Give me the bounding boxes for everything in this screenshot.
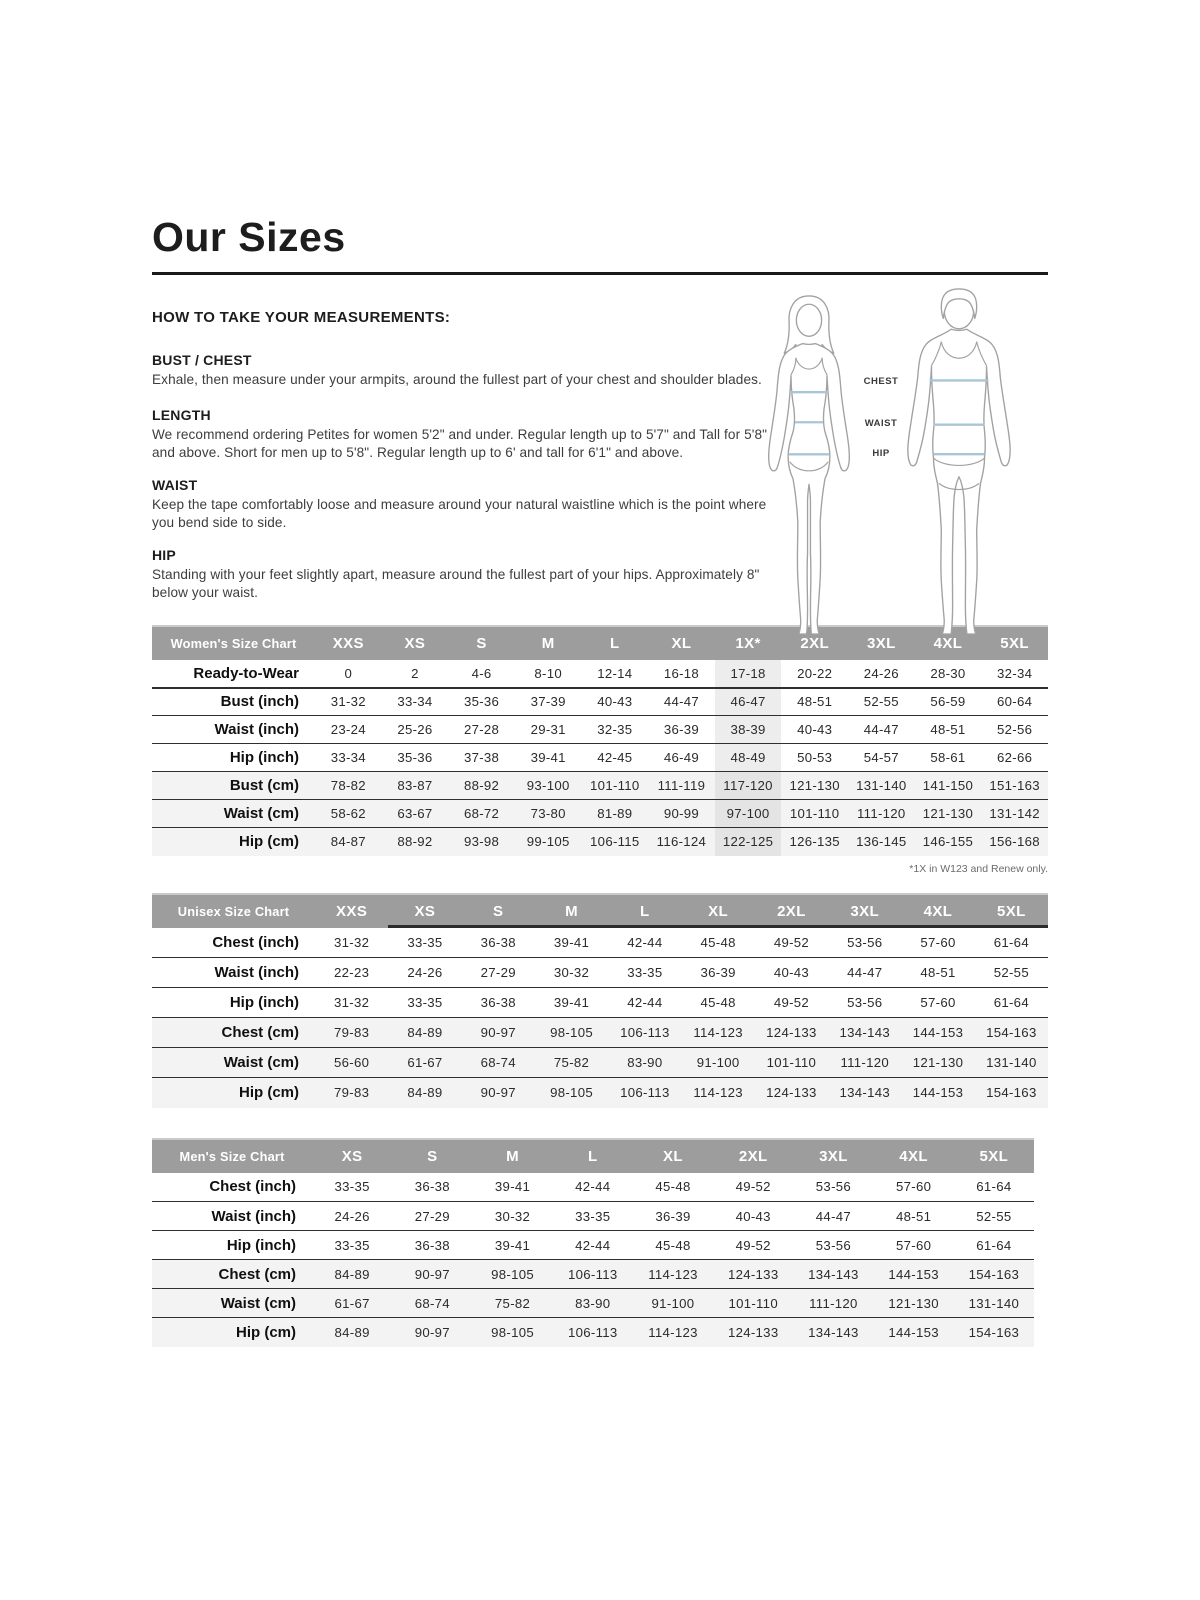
size-cell: 33-34 (397, 694, 433, 710)
section-body: We recommend ordering Petites for women 5'2" and under. Regular length up to 5'7" and Tall for 5'8" and above. Short for men up to 5'8". Regular length up to 6' and tall for 6'1" and above. (152, 427, 768, 461)
size-column-header: XS (312, 1139, 392, 1173)
table-title: Women's Size Chart (152, 626, 315, 660)
row-label: Hip (inch) (229, 749, 299, 767)
size-column-header: L (582, 626, 649, 660)
size-cell: 35-36 (463, 694, 500, 710)
size-cell: 50-53 (797, 750, 833, 766)
size-cell: 49-52 (773, 934, 810, 950)
size-cell: 90-97 (480, 1025, 516, 1041)
row-label: Bust (cm) (229, 777, 299, 795)
size-cell: 42-45 (597, 750, 633, 766)
size-cell: 27-29 (480, 965, 516, 981)
size-cell: 39-41 (553, 934, 590, 950)
section-heading: WAIST (152, 477, 198, 494)
size-cell: 52-55 (863, 694, 899, 710)
size-cell: 36-38 (480, 995, 516, 1011)
size-cell: 44-47 (663, 694, 700, 710)
size-cell: 131-140 (856, 778, 907, 794)
size-cell: 31-32 (334, 995, 370, 1011)
table-row (152, 688, 1048, 716)
size-cell: 57-60 (896, 1237, 932, 1253)
size-cell: 134-143 (839, 1025, 890, 1041)
size-cell: 33-35 (627, 965, 663, 981)
size-cell: 42-44 (575, 1237, 611, 1253)
size-cell: 144-153 (912, 1085, 964, 1101)
table-row (152, 1173, 1034, 1202)
size-cell: 46-47 (715, 688, 782, 716)
table-title: Men's Size Chart (152, 1139, 312, 1173)
section-body: Exhale, then measure under your armpits, around the fullest part of your chest and shoulder blades. (152, 372, 762, 387)
size-cell: 111-120 (857, 806, 906, 822)
table-row (152, 772, 1048, 800)
size-cell: 27-28 (463, 722, 500, 738)
size-cell: 124-133 (766, 1085, 817, 1101)
size-cell: 33-34 (330, 750, 366, 766)
size-cell: 134-143 (839, 1085, 890, 1101)
section-heading: HIP (152, 547, 176, 564)
size-cell: 75-82 (494, 1295, 531, 1311)
table-row (152, 1048, 1048, 1078)
size-cell: 39-41 (553, 995, 590, 1011)
womens-size-table (152, 625, 1048, 856)
chest-label: CHEST (863, 376, 899, 387)
waist-label: WAIST (864, 418, 898, 429)
size-cell: 114-123 (648, 1324, 698, 1340)
size-cell: 88-92 (397, 834, 433, 850)
row-label: Hip (inch) (226, 1236, 296, 1254)
size-cell: 25-26 (397, 722, 433, 738)
size-column-header: M (515, 626, 582, 660)
row-label: Chest (inch) (209, 1178, 296, 1196)
section-heading: LENGTH (152, 407, 211, 424)
table-title: Unisex Size Chart (152, 894, 315, 928)
size-cell: 30-32 (553, 965, 590, 981)
row-label: Hip (inch) (229, 994, 299, 1012)
table-row (152, 1078, 1048, 1108)
size-cell: 124-133 (766, 1025, 817, 1041)
size-cell: 45-48 (700, 995, 736, 1011)
size-column-header: 3XL (793, 1139, 873, 1173)
size-cell: 81-89 (597, 806, 633, 822)
size-column-header: S (392, 1139, 472, 1173)
size-cell: 57-60 (920, 934, 956, 950)
male-figure-illustration (900, 282, 1018, 642)
table-row (152, 1289, 1034, 1318)
body-shape (908, 329, 1010, 634)
size-cell: 68-74 (480, 1055, 516, 1071)
size-cell: 84-89 (334, 1324, 370, 1340)
size-cell: 16-18 (663, 665, 700, 681)
size-cell: 78-82 (330, 778, 366, 794)
size-column-header: XL (648, 626, 715, 660)
size-cell: 111-120 (809, 1295, 858, 1311)
table-row (152, 716, 1048, 744)
size-cell: 39-41 (530, 750, 566, 766)
size-cell: 106-113 (620, 1085, 670, 1101)
size-cell: 106-115 (590, 834, 640, 850)
size-cell: 101-110 (789, 806, 840, 822)
size-cell: 88-92 (463, 778, 500, 794)
size-cell: 44-47 (847, 965, 883, 981)
size-cell: 90-97 (414, 1324, 450, 1340)
row-label: Chest (inch) (212, 933, 299, 951)
size-cell: 126-135 (789, 834, 840, 850)
size-cell: 61-67 (334, 1295, 370, 1311)
size-cell: 154-163 (986, 1025, 1037, 1041)
size-cell: 98-105 (550, 1085, 593, 1101)
size-column-header: L (553, 1139, 633, 1173)
size-column-header: XXS (315, 626, 382, 660)
size-column-header: S (448, 626, 515, 660)
size-cell: 32-35 (597, 722, 633, 738)
size-cell: 93-98 (463, 834, 500, 850)
size-cell: 106-113 (568, 1266, 618, 1282)
row-label: Chest (cm) (218, 1265, 296, 1283)
size-cell: 83-90 (627, 1055, 663, 1071)
size-cell: 33-35 (334, 1237, 370, 1253)
size-cell: 131-140 (986, 1055, 1037, 1071)
size-cell: 40-43 (597, 694, 633, 710)
size-column-header: XL (681, 894, 754, 928)
size-cell: 45-48 (655, 1179, 691, 1195)
size-cell: 99-105 (526, 834, 570, 850)
size-cell: 60-64 (997, 694, 1033, 710)
size-cell: 122-125 (715, 828, 782, 856)
row-label: Bust (inch) (220, 693, 299, 711)
size-cell: 61-64 (993, 934, 1029, 950)
size-cell: 33-35 (407, 934, 443, 950)
row-label: Waist (inch) (214, 721, 299, 739)
size-cell: 114-123 (648, 1266, 698, 1282)
size-cell: 4-6 (471, 665, 492, 681)
size-cell: 91-100 (696, 1055, 740, 1071)
table-row (152, 988, 1048, 1018)
size-cell: 141-150 (922, 778, 974, 794)
size-cell: 36-38 (414, 1237, 450, 1253)
table-row (152, 744, 1048, 772)
size-cell: 33-35 (334, 1179, 370, 1195)
size-cell: 68-74 (414, 1295, 450, 1311)
row-label: Waist (cm) (223, 805, 299, 823)
size-cell: 146-155 (922, 834, 974, 850)
size-cell: 98-105 (550, 1025, 593, 1041)
size-column-header: L (608, 894, 681, 928)
row-label: Waist (cm) (223, 1054, 299, 1072)
size-cell: 45-48 (700, 934, 736, 950)
size-cell: 12-14 (597, 665, 633, 681)
size-cell: 79-83 (334, 1025, 370, 1041)
size-cell: 154-163 (986, 1085, 1037, 1101)
size-cell: 53-56 (847, 995, 883, 1011)
size-cell: 24-26 (407, 965, 443, 981)
size-column-header: 5XL (981, 626, 1048, 660)
size-cell: 93-100 (526, 778, 570, 794)
size-cell: 98-105 (491, 1324, 534, 1340)
size-cell: 53-56 (847, 934, 883, 950)
size-cell: 97-100 (715, 800, 782, 828)
page-title: Our Sizes (152, 214, 346, 260)
size-cell: 90-99 (663, 806, 700, 822)
size-cell: 44-47 (815, 1208, 852, 1224)
size-cell: 121-130 (922, 806, 974, 822)
size-column-header: M (472, 1139, 552, 1173)
size-cell: 84-89 (334, 1266, 370, 1282)
size-cell: 44-47 (863, 722, 899, 738)
size-cell: 73-80 (530, 806, 566, 822)
size-column-header: 4XL (915, 626, 982, 660)
size-cell: 40-43 (735, 1208, 771, 1224)
size-cell: 101-110 (766, 1055, 817, 1071)
size-cell: 53-56 (815, 1179, 852, 1195)
size-column-header: XS (382, 626, 449, 660)
size-cell: 17-18 (715, 660, 782, 688)
size-cell: 23-24 (330, 722, 366, 738)
size-cell: 79-83 (334, 1085, 370, 1101)
size-cell: 28-30 (930, 665, 966, 681)
size-cell: 8-10 (534, 665, 562, 681)
size-cell: 56-59 (930, 694, 966, 710)
size-column-header: 3XL (848, 626, 915, 660)
size-cell: 56-60 (334, 1055, 370, 1071)
size-cell: 57-60 (920, 995, 956, 1011)
size-cell: 27-29 (414, 1208, 450, 1224)
size-cell: 52-55 (993, 965, 1029, 981)
size-cell: 48-51 (920, 965, 956, 981)
size-cell: 111-119 (657, 778, 706, 794)
table-header-row (152, 1139, 1034, 1173)
size-cell: 33-35 (575, 1208, 611, 1224)
size-cell: 49-52 (773, 995, 810, 1011)
size-cell: 83-87 (397, 778, 433, 794)
size-cell: 49-52 (735, 1237, 771, 1253)
size-cell: 37-38 (463, 750, 500, 766)
size-cell: 31-32 (334, 934, 370, 950)
row-label: Hip (cm) (236, 1323, 296, 1341)
size-cell: 121-130 (912, 1055, 964, 1071)
size-cell: 114-123 (693, 1085, 743, 1101)
waist-section (152, 477, 770, 532)
size-cell: 154-163 (968, 1266, 1020, 1282)
size-cell: 61-67 (407, 1055, 443, 1071)
size-column-header: S (462, 894, 535, 928)
size-cell: 68-72 (463, 806, 500, 822)
size-cell: 121-130 (888, 1295, 939, 1311)
size-cell: 101-110 (590, 778, 640, 794)
section-body: Standing with your feet slightly apart, measure around the fullest part of your hips. Approximately 8" below your waist. (152, 567, 760, 601)
size-cell: 0 (344, 665, 353, 681)
size-column-header: XXS (315, 894, 388, 928)
size-cell: 144-153 (888, 1266, 939, 1282)
row-label: Hip (cm) (239, 1084, 299, 1102)
size-cell: 42-44 (575, 1179, 611, 1195)
size-column-header: 2XL (713, 1139, 793, 1173)
size-cell: 36-38 (480, 934, 516, 950)
size-cell: 52-56 (997, 722, 1033, 738)
size-cell: 36-39 (663, 722, 700, 738)
table-footnote: *1X in W123 and Renew only. (909, 862, 1048, 875)
hip-label: HIP (872, 448, 890, 459)
length-section (152, 407, 770, 462)
size-cell: 154-163 (968, 1324, 1020, 1340)
size-cell: 84-89 (407, 1085, 443, 1101)
size-cell: 106-113 (568, 1324, 618, 1340)
size-cell: 114-123 (693, 1025, 743, 1041)
size-cell: 52-55 (976, 1208, 1012, 1224)
size-cell: 134-143 (808, 1266, 859, 1282)
size-cell: 30-32 (494, 1208, 531, 1224)
table-row (152, 928, 1048, 958)
how-to-heading: HOW TO TAKE YOUR MEASUREMENTS: (152, 309, 451, 326)
size-column-header: 3XL (828, 894, 901, 928)
size-cell: 136-145 (856, 834, 907, 850)
size-cell: 36-39 (700, 965, 736, 981)
size-cell: 53-56 (815, 1237, 852, 1253)
size-cell: 48-51 (896, 1208, 932, 1224)
size-cell: 84-89 (407, 1025, 443, 1041)
size-cell: 40-43 (773, 965, 810, 981)
size-column-header: M (535, 894, 608, 928)
size-cell: 61-64 (993, 995, 1029, 1011)
size-cell: 54-57 (863, 750, 899, 766)
size-cell: 117-120 (715, 772, 782, 800)
size-cell: 40-43 (797, 722, 833, 738)
size-column-header: 5XL (954, 1139, 1034, 1173)
size-cell: 124-133 (727, 1266, 779, 1282)
size-cell: 98-105 (491, 1266, 534, 1282)
size-cell: 42-44 (627, 934, 663, 950)
face-shape (796, 304, 821, 336)
table-row (152, 1202, 1034, 1231)
mens-size-table (152, 1138, 1034, 1347)
size-cell: 32-34 (997, 665, 1033, 681)
size-cell: 42-44 (627, 995, 663, 1011)
size-cell: 144-153 (912, 1025, 964, 1041)
size-cell: 58-61 (930, 750, 966, 766)
size-cell: 134-143 (808, 1324, 859, 1340)
size-cell: 121-130 (789, 778, 840, 794)
hip-section (152, 547, 770, 602)
size-cell: 37-39 (530, 694, 566, 710)
row-label: Waist (inch) (211, 1207, 296, 1225)
row-label: Hip (cm) (239, 833, 299, 851)
size-column-header: 1X* (715, 626, 782, 660)
size-column-header: 2XL (755, 894, 828, 928)
size-cell: 57-60 (896, 1179, 932, 1195)
size-cell: 49-52 (735, 1179, 771, 1195)
table-row (152, 800, 1048, 828)
size-cell: 131-140 (968, 1295, 1020, 1311)
table-header-row (152, 894, 1048, 928)
size-cell: 116-124 (656, 834, 707, 850)
row-label: Waist (cm) (220, 1294, 296, 1312)
size-column-header: 2XL (781, 626, 848, 660)
table-row (152, 1260, 1034, 1289)
size-cell: 83-90 (575, 1295, 611, 1311)
size-cell: 90-97 (414, 1266, 450, 1282)
size-cell: 61-64 (976, 1237, 1012, 1253)
size-cell: 48-49 (715, 744, 782, 772)
size-cell: 35-36 (397, 750, 433, 766)
body-shape (769, 344, 850, 634)
unisex-size-table (152, 893, 1048, 1108)
measurement-figures (752, 282, 1018, 644)
size-cell: 124-133 (727, 1324, 779, 1340)
size-cell: 48-51 (797, 694, 833, 710)
size-cell: 38-39 (715, 716, 782, 744)
size-cell: 46-49 (663, 750, 700, 766)
size-cell: 22-23 (334, 965, 370, 981)
section-body: Keep the tape comfortably loose and measure around your natural waistline which is the point where you bend side to side. (152, 497, 767, 531)
size-cell: 61-64 (976, 1179, 1012, 1195)
size-cell: 151-163 (989, 778, 1040, 794)
row-label: Chest (cm) (221, 1024, 299, 1042)
size-cell: 29-31 (530, 722, 566, 738)
section-heading: BUST / CHEST (152, 352, 252, 368)
size-cell: 63-67 (397, 806, 433, 822)
size-cell: 62-66 (997, 750, 1033, 766)
size-cell: 33-35 (407, 995, 443, 1011)
row-label: Ready-to-Wear (193, 664, 299, 682)
size-cell: 39-41 (494, 1179, 531, 1195)
size-cell: 24-26 (863, 665, 899, 681)
size-column-header: 4XL (874, 1139, 954, 1173)
size-column-header: XS (388, 894, 461, 928)
table-row (152, 1318, 1034, 1347)
size-cell: 31-32 (330, 694, 366, 710)
size-cell: 48-51 (930, 722, 966, 738)
size-cell: 39-41 (494, 1237, 531, 1253)
size-cell: 106-113 (620, 1025, 670, 1041)
table-row (152, 958, 1048, 988)
table-row (152, 828, 1048, 856)
size-cell: 20-22 (797, 665, 833, 681)
size-cell: 24-26 (334, 1208, 370, 1224)
size-cell: 111-120 (840, 1055, 889, 1071)
table-row (152, 1231, 1034, 1260)
size-cell: 91-100 (651, 1295, 695, 1311)
size-column-header: 5XL (975, 894, 1048, 928)
size-cell: 84-87 (330, 834, 366, 850)
size-cell: 156-168 (989, 834, 1040, 850)
size-column-header: 4XL (901, 894, 974, 928)
size-cell: 75-82 (553, 1055, 590, 1071)
size-cell: 58-62 (330, 806, 366, 822)
size-cell: 144-153 (888, 1324, 939, 1340)
female-figure-illustration (758, 292, 860, 639)
table-row (152, 1018, 1048, 1048)
size-cell: 90-97 (480, 1085, 516, 1101)
size-cell: 101-110 (728, 1295, 778, 1311)
bust-chest-section (152, 352, 770, 389)
size-cell: 131-142 (989, 806, 1040, 822)
title-divider (152, 272, 1048, 275)
size-column-header: XL (633, 1139, 713, 1173)
size-cell: 2 (411, 665, 419, 681)
size-cell: 36-39 (655, 1208, 691, 1224)
table-row (152, 660, 1048, 688)
size-cell: 45-48 (655, 1237, 691, 1253)
size-cell: 36-38 (414, 1179, 450, 1195)
row-label: Waist (inch) (214, 964, 299, 982)
